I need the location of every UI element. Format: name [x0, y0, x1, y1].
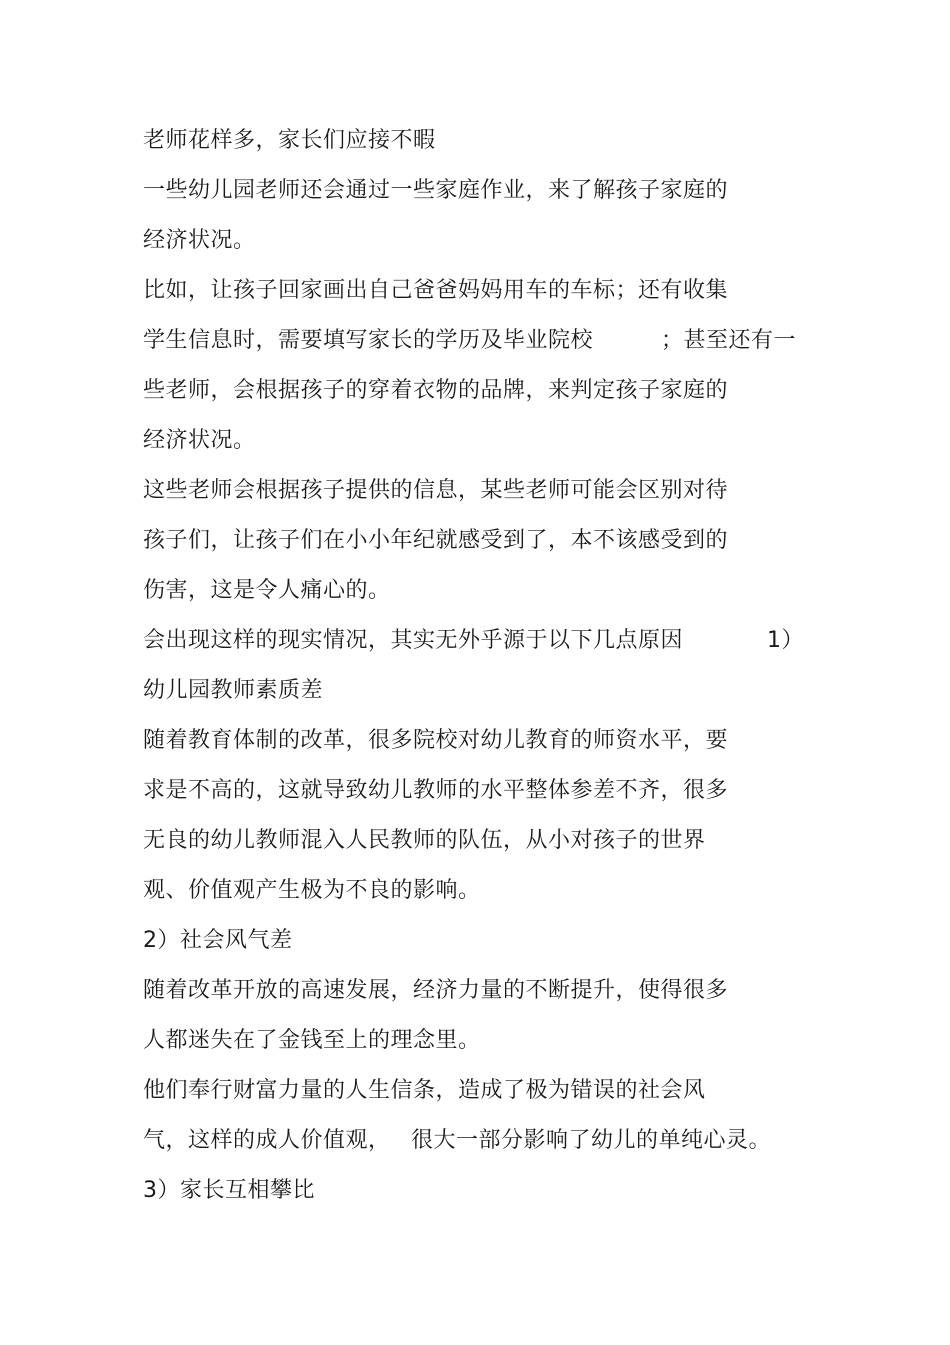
- paragraph-line: 随着教育体制的改革，很多院校对幼儿教育的师资水平，要: [143, 728, 729, 753]
- paragraph-segment: ；甚至还有一: [661, 328, 797, 353]
- paragraph-segment: 学生信息时，需要填写家长的学历及毕业院校: [143, 328, 594, 353]
- paragraph-line: 比如，让孩子回家画出自己爸爸妈妈用车的车标；还有收集: [143, 278, 729, 303]
- paragraph-segment: 会出现这样的现实情况，其实无外乎源于以下几点原因: [143, 628, 684, 653]
- paragraph-line: 孩子们，让孩子们在小小年纪就感受到了，本不该感受到的: [143, 528, 729, 553]
- paragraph-line: 经济状况。: [143, 228, 256, 253]
- paragraph-line: 求是不高的，这就导致幼儿教师的水平整体参差不齐，很多: [143, 778, 729, 803]
- paragraph-line-split: [143, 326, 803, 356]
- list-heading: 幼儿园教师素质差: [143, 678, 324, 703]
- paragraph-line: 无良的幼儿教师混入人民教师的队伍，从小对孩子的世界: [143, 828, 706, 853]
- paragraph-line-split: [143, 626, 803, 656]
- paragraph-segment: 气，这样的成人价值观，: [143, 1128, 391, 1153]
- paragraph-line: 随着改革开放的高速发展，经济力量的不断提升，使得很多: [143, 978, 729, 1003]
- paragraph-line: 他们奉行财富力量的人生信条，造成了极为错误的社会风: [143, 1078, 706, 1103]
- paragraph-line: 人都迷失在了金钱至上的理念里。: [143, 1028, 481, 1053]
- list-heading: 3）家长互相攀比: [143, 1178, 315, 1203]
- paragraph-line: 这些老师会根据孩子提供的信息，某些老师可能会区别对待: [143, 478, 729, 503]
- section-heading: 老师花样多，家长们应接不暇: [143, 128, 436, 153]
- paragraph-line: 一些幼儿园老师还会通过一些家庭作业，来了解孩子家庭的: [143, 178, 729, 203]
- paragraph-segment: 很大一部分影响了幼儿的单纯心灵。: [411, 1128, 772, 1153]
- paragraph-line-split: [143, 1126, 803, 1156]
- list-heading: 2）社会风气差: [143, 928, 293, 953]
- list-number: 1）: [767, 628, 804, 653]
- paragraph-line: 经济状况。: [143, 428, 256, 453]
- paragraph-line: 伤害，这是令人痛心的。: [143, 578, 391, 603]
- paragraph-line: 些老师，会根据孩子的穿着衣物的品牌，来判定孩子家庭的: [143, 378, 729, 403]
- paragraph-line: 观、价值观产生极为不良的影响。: [143, 878, 481, 903]
